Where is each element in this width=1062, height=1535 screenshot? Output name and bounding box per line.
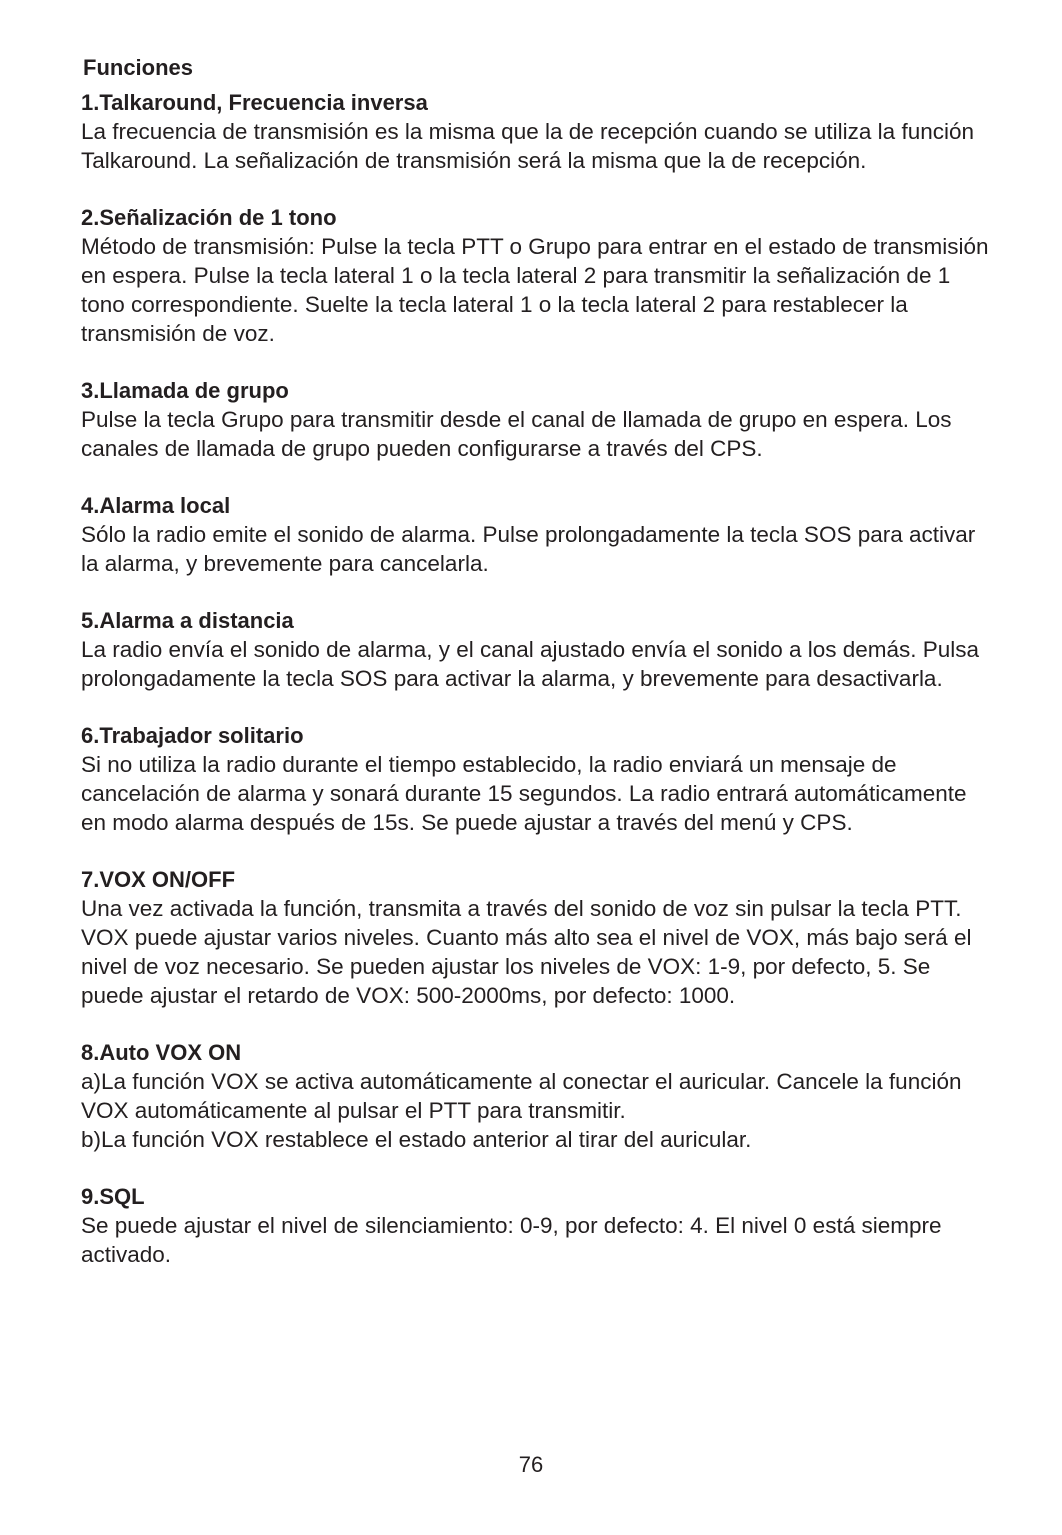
section-heading: 2.Señalización de 1 tono [81, 205, 337, 230]
section-remote-alarm [81, 606, 991, 693]
section-body [81, 117, 991, 175]
section-paragraph: Sólo la radio emite el sonido de alarma. Pulse prolongadamente la tecla SOS para activar la alarma, y brevemente para cancelarla. [81, 522, 976, 576]
section-body [81, 520, 991, 578]
section-paragraph: Pulse la tecla Grupo para transmitir desde el canal de llamada de grupo en espera. Los canales de llamada de grupo pueden configurarse a través del CPS. [81, 407, 952, 461]
section-paragraph: La frecuencia de transmisión es la misma que la de recepción cuando se utiliza la función Talkaround. La señalización de transmisión será la misma que la de recepción. [81, 119, 975, 173]
page-title: Funciones [83, 55, 194, 80]
section-paragraph: Una vez activada la función, transmita a través del sonido de voz sin pulsar la tecla PTT. VOX puede ajustar varios niveles. Cuanto más alto sea el nivel de VOX, más bajo será el nivel de voz necesario. Se pueden ajustar los niveles de VOX: 1-9, por defecto, 5. Se puede ajustar el retardo de VOX: 500-2000ms, por defecto: 1000. [81, 896, 972, 1008]
section-body [81, 1067, 991, 1154]
section-paragraph: Si no utiliza la radio durante el tiempo establecido, la radio enviará un mensaje de cancelación de alarma y sonará durante 15 segundos. La radio entrará automáticamente en modo alarma después de 15s. Se puede ajustar a través del menú y CPS. [81, 752, 967, 835]
section-body [81, 232, 991, 348]
section-body [81, 635, 991, 693]
section-paragraph: La radio envía el sonido de alarma, y el canal ajustado envía el sonido a los demás. Pulsa prolongadamente la tecla SOS para activar la alarma, y brevemente para desactivarla. [81, 637, 980, 691]
section-heading: 1.Talkaround, Frecuencia inversa [81, 90, 428, 115]
section-lone-worker [81, 721, 991, 837]
section-body [81, 894, 991, 1010]
section-auto-vox-on [81, 1038, 991, 1154]
section-body [81, 405, 991, 463]
section-talkaround [81, 88, 991, 175]
section-1-tone-signaling [81, 203, 991, 348]
section-group-call [81, 376, 991, 463]
section-heading: 3.Llamada de grupo [81, 378, 289, 403]
section-heading: 5.Alarma a distancia [81, 608, 294, 633]
section-heading: 6.Trabajador solitario [81, 723, 304, 748]
section-paragraph: Se puede ajustar el nivel de silenciamiento: 0-9, por defecto: 4. El nivel 0 está siempre activado. [81, 1213, 942, 1267]
section-heading: 8.Auto VOX ON [81, 1040, 242, 1065]
section-local-alarm [81, 491, 991, 578]
page-number: 76 [518, 1452, 544, 1477]
section-heading: 4.Alarma local [81, 493, 231, 518]
section-paragraph: a)La función VOX se activa automáticamente al conectar el auricular. Cancele la función VOX automáticamente al pulsar el PTT para transmitir. [81, 1069, 962, 1123]
section-body [81, 750, 991, 837]
section-paragraph: b)La función VOX restablece el estado anterior al tirar del auricular. [81, 1127, 752, 1152]
section-body [81, 1211, 991, 1269]
manual-page [81, 52, 991, 1297]
section-paragraph: Método de transmisión: Pulse la tecla PTT o Grupo para entrar en el estado de transmisión en espera. Pulse la tecla lateral 1 o la tecla lateral 2 para transmitir la señalización de 1 tono correspondiente. Suelte la tecla lateral 1 o la tecla lateral 2 para restablecer la transmisión de voz. [81, 234, 989, 346]
section-heading: 7.VOX ON/OFF [81, 867, 236, 892]
section-heading: 9.SQL [81, 1184, 145, 1209]
section-sql [81, 1182, 991, 1269]
section-vox-on-off [81, 865, 991, 1010]
